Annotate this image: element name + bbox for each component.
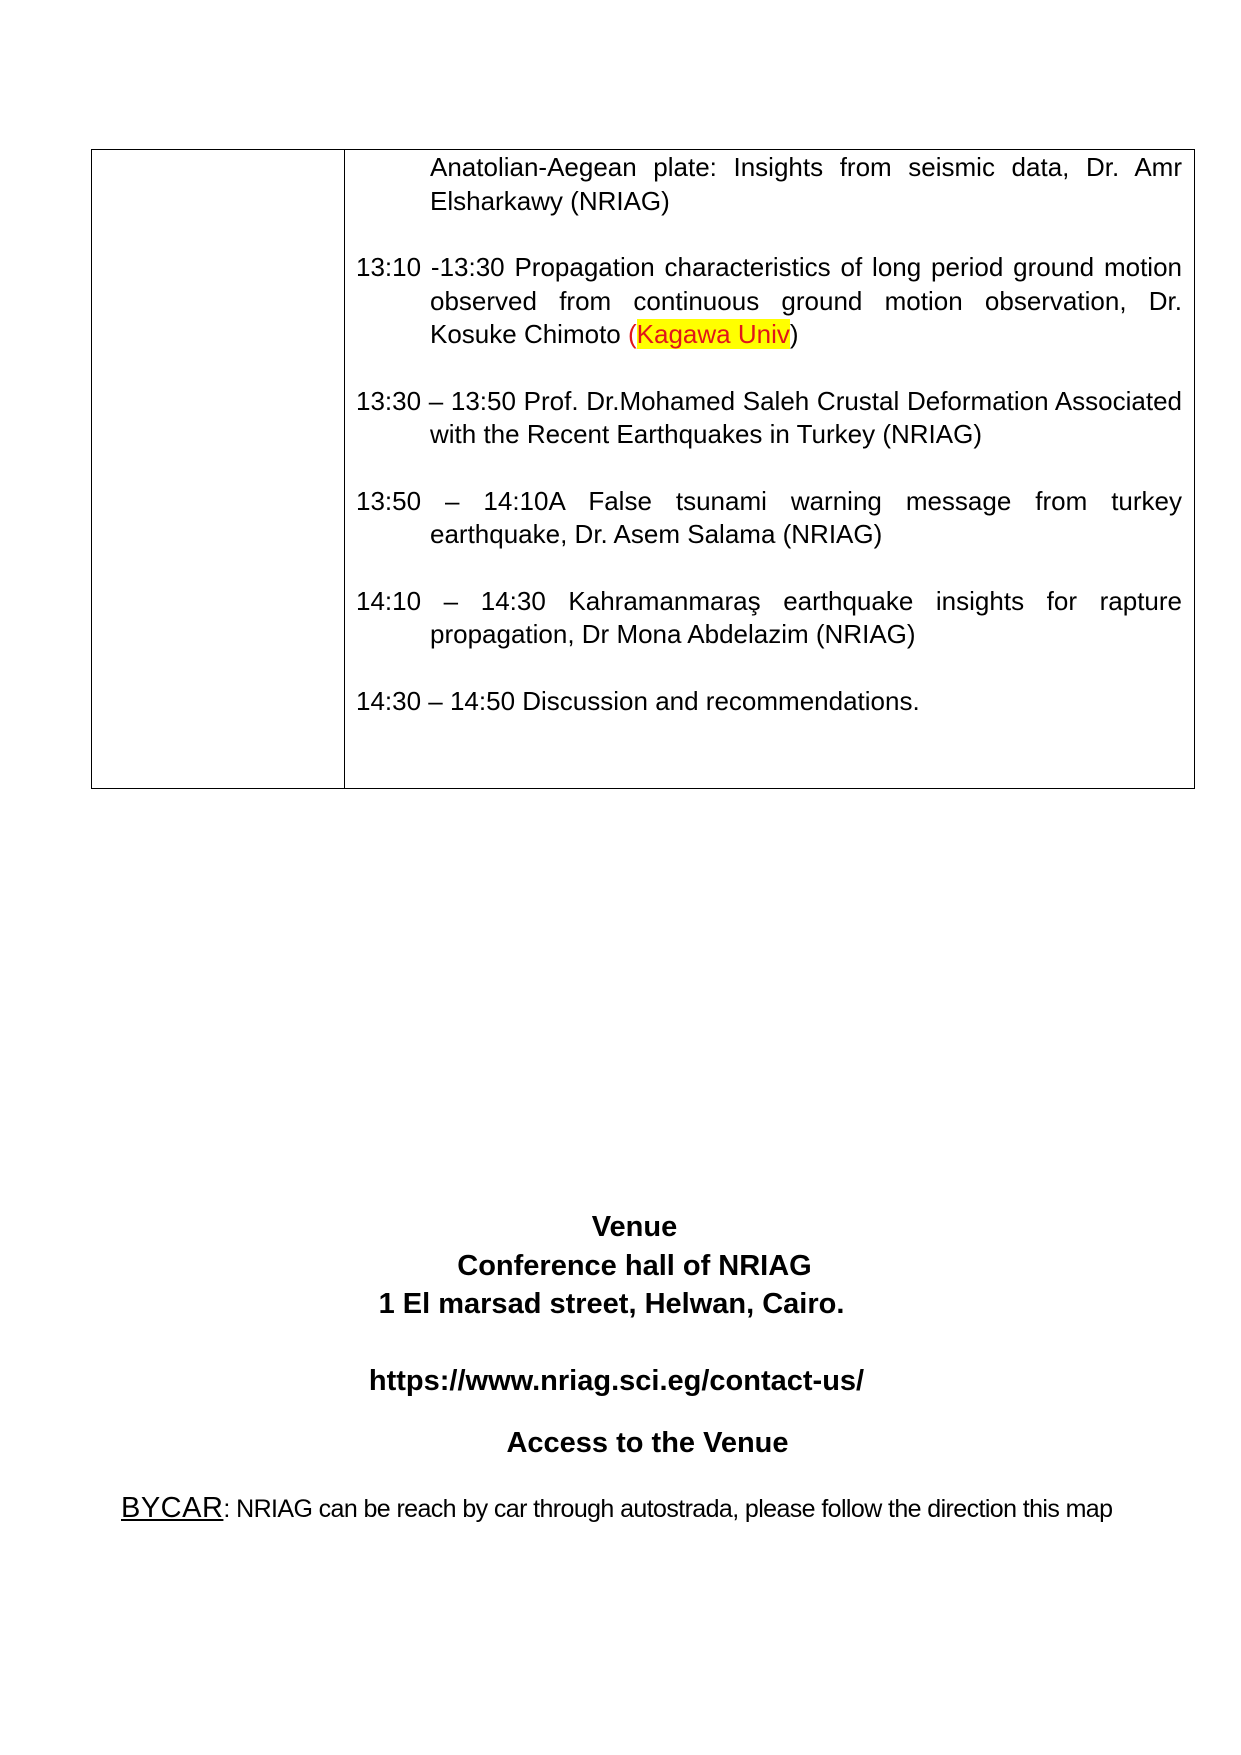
by-car-label: BYCAR	[121, 1492, 224, 1524]
by-car-paragraph	[121, 1491, 1171, 1526]
venue-url-link[interactable]: https://www.nriag.sci.eg/contact-us/	[368, 1365, 865, 1397]
schedule-right-cell	[345, 150, 1194, 788]
venue-hall: Conference hall of NRIAG	[457, 1250, 812, 1282]
schedule-entry: 13:50 – 14:10A False tsunami warning message from turkey earthquake, Dr. Asem Salama (NRIAG)	[356, 485, 1182, 549]
schedule-entry: Anatolian-Aegean plate: Insights from seismic data, Dr. Amr Elsharkawy (NRIAG)	[430, 152, 1182, 216]
schedule-entry: 14:30 – 14:50 Discussion and recommendations.	[356, 685, 920, 716]
schedule-entry: 13:10 -13:30 Propagation characteristics of long period ground motion observed from continuous ground motion observation, Dr. Kosuke Chimoto (Kagawa Univ)	[356, 252, 1182, 349]
schedule-entry: 13:30 – 13:50 Prof. Dr.Mohamed Saleh Crustal Deformation Associated with the Recent Earthquakes in Turkey (NRIAG)	[356, 385, 1182, 449]
schedule-entry: 14:10 – 14:30 Kahramanmaraş earthquake insights for rapture propagation, Dr Mona Abdelazim (NRIAG)	[356, 585, 1182, 649]
schedule-table	[91, 149, 1195, 789]
by-car-text: : NRIAG can be reach by car through autostrada, please follow the direction this map	[223, 1495, 1113, 1523]
schedule-left-cell	[92, 150, 345, 788]
highlighted-organization: Kagawa Univ	[636, 319, 790, 349]
venue-address: 1 El marsad street, Helwan, Cairo.	[378, 1288, 845, 1320]
org-open-paren: (	[627, 319, 637, 349]
org-close-paren: )	[789, 319, 799, 349]
venue-title: Venue	[591, 1211, 678, 1243]
access-title: Access to the Venue	[506, 1427, 789, 1459]
